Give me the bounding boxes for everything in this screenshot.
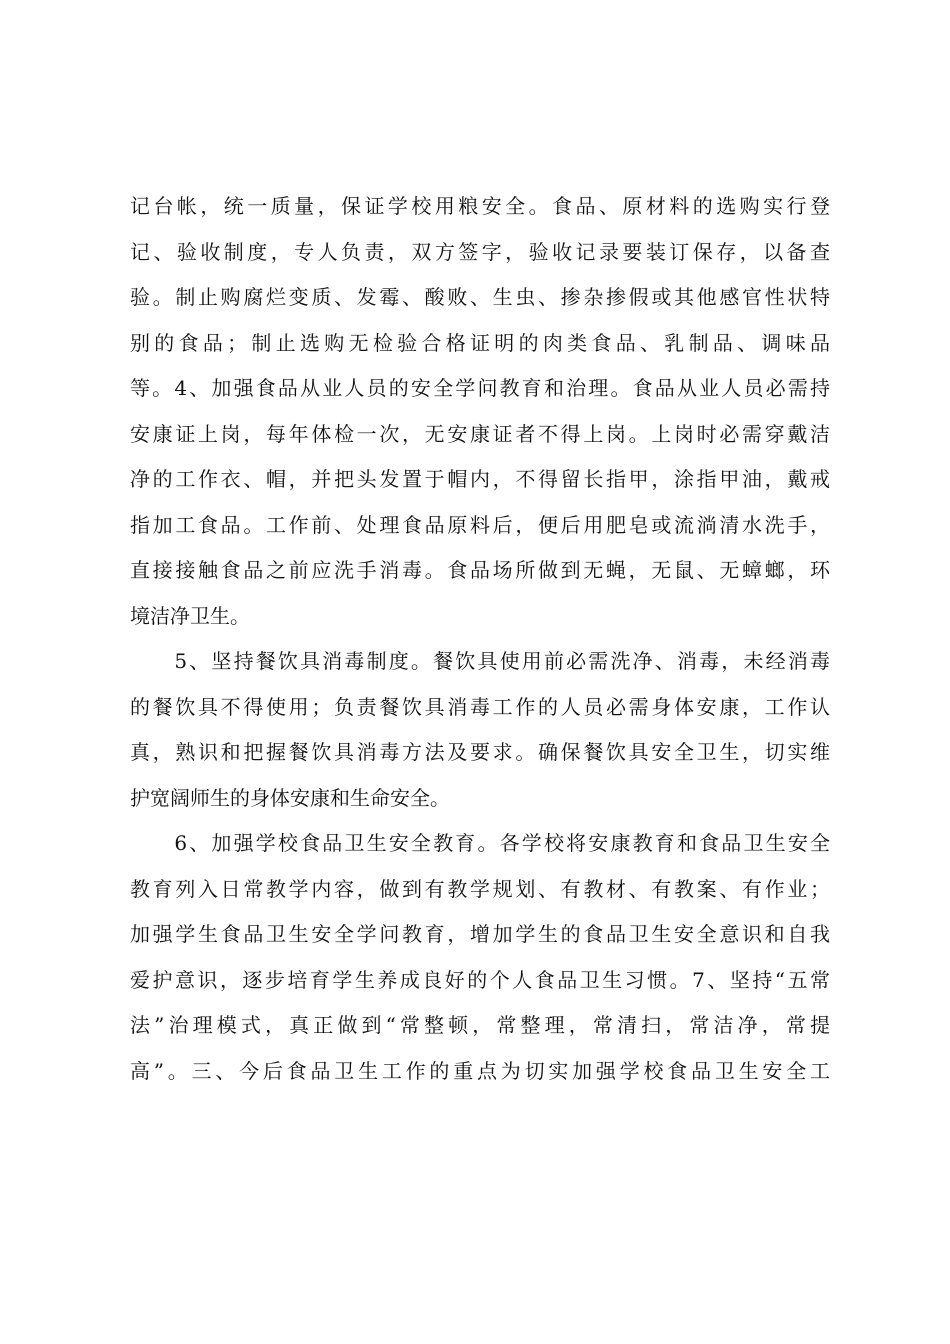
text-line: 境洁净卫生。	[130, 603, 250, 628]
text-line: 别的食品；制止选购无检验合格证明的肉类食品、乳制品、调味品	[130, 330, 830, 355]
text-line: 记台帐，统一质量，保证学校用粮安全。食品、原材料的选购实行登	[130, 194, 830, 218]
text-line: 记、验收制度，专人负责，双方签字，验收记录要装订保存，以备查	[130, 239, 830, 264]
text-line: 安康证上岗，每年体检一次，无安康证者不得上岗。上岗时必需穿戴洁	[130, 421, 830, 446]
text-line: 验。制止购腐烂变质、发霉、酸败、生虫、掺杂掺假或其他感官性状特	[130, 285, 830, 309]
document-body	[130, 184, 830, 1094]
text-line: 法”治理模式，真正做到“常整顿，常整理，常清扫，常洁净，常提	[130, 1013, 830, 1037]
text-line: 爱护意识，逐步培育学生养成良好的个人食品卫生习惯。7、坚持“五常	[130, 967, 830, 992]
text-line: 等。4、加强食品从业人员的安全学问教育和治理。食品从业人员必需持	[130, 376, 830, 400]
text-line: 真，熟识和把握餐饮具消毒方法及要求。确保餐饮具安全卫生，切实维	[130, 740, 830, 764]
text-line: 加强学生食品卫生安全学问教育，增加学生的食品卫生安全意识和自我	[130, 922, 830, 946]
text-line: 6、加强学校食品卫生安全教育。各学校将安康教育和食品卫生安全	[130, 831, 830, 855]
text-line: 净的工作衣、帽，并把头发置于帽内，不得留长指甲，涂指甲油，戴戒	[130, 467, 830, 491]
text-line: 5、坚持餐饮具消毒制度。餐饮具使用前必需洗净、消毒，未经消毒	[130, 649, 830, 673]
text-line: 指加工食品。工作前、处理食品原料后，便后用肥皂或流淌清水洗手，	[130, 512, 830, 537]
text-line: 护宽阔师生的身体安康和生命安全。	[130, 785, 450, 810]
text-line: 高”。三、今后食品卫生工作的重点为切实加强学校食品卫生安全工	[130, 1058, 830, 1083]
text-line: 教育列入日常教学内容，做到有教学规划、有教材、有教案、有作业；	[130, 876, 830, 901]
text-line: 直接接触食品之前应洗手消毒。食品场所做到无蝇，无鼠、无蟑螂，环	[130, 558, 830, 582]
text-line: 的餐饮具不得使用；负责餐饮具消毒工作的人员必需身体安康，工作认	[130, 694, 830, 719]
